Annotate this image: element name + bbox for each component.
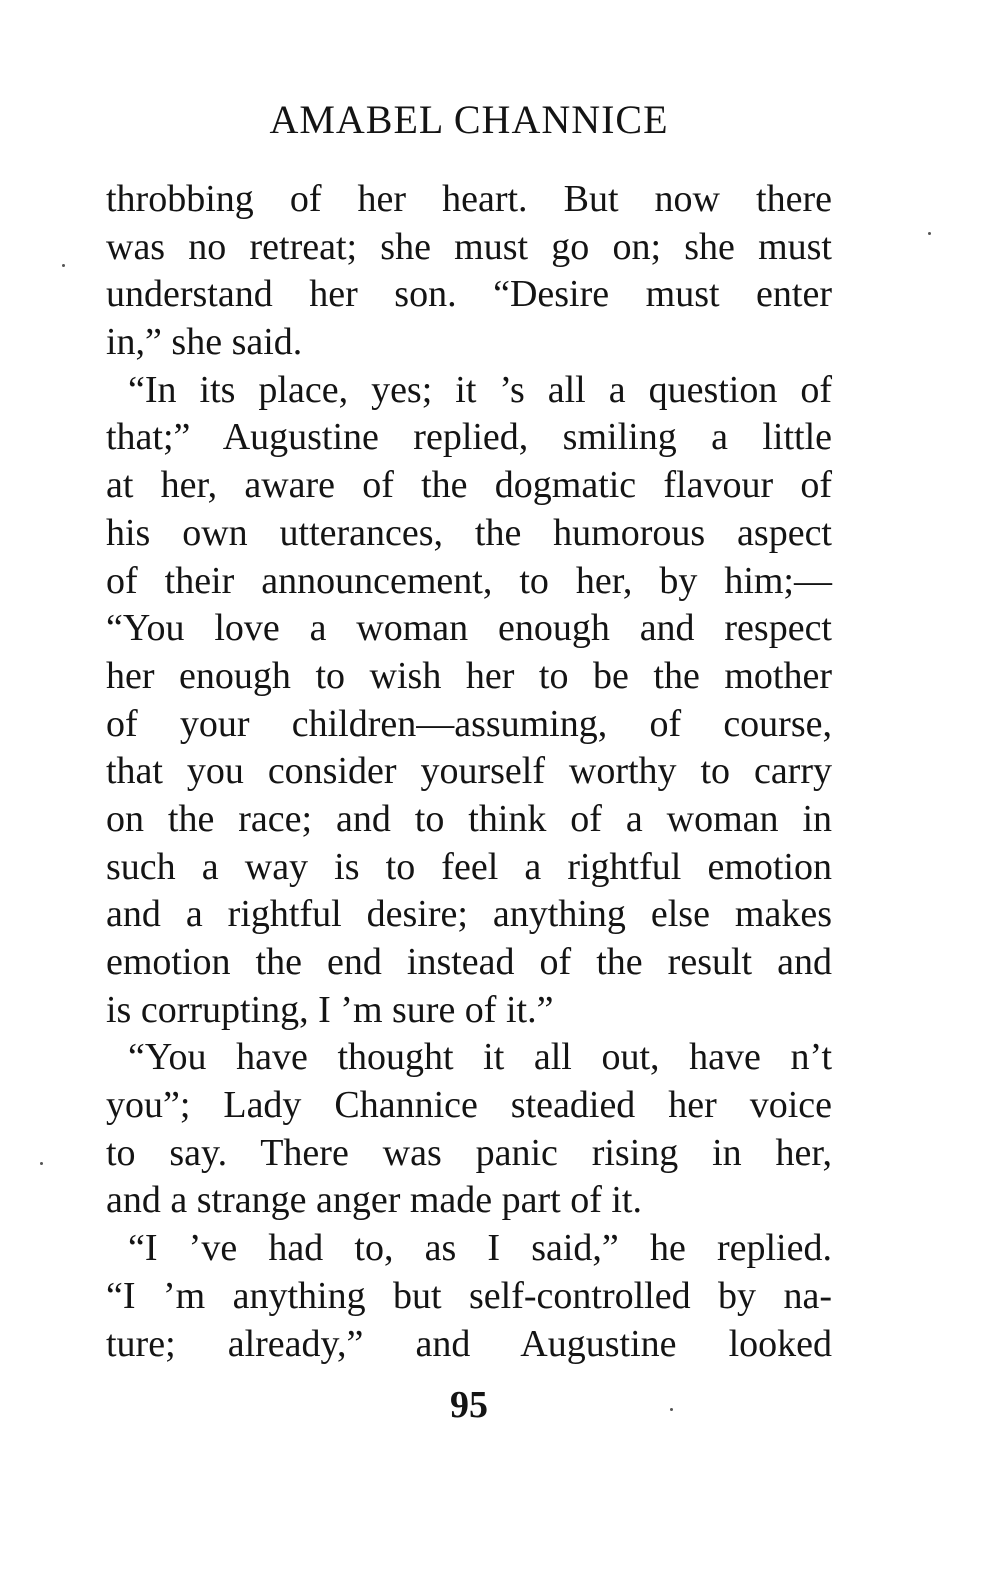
scan-speck [670,1408,673,1411]
text-line: such a way is to feel a rightful emotion [106,845,832,888]
scan-speck [40,1162,43,1165]
text-line: emotion the end instead of the result and [106,941,832,983]
text-line: his own utterances, the humorous aspect [106,511,832,554]
text-line: “You love a woman enough and respect [106,607,832,650]
body-text [106,176,832,1368]
scan-speck [62,264,65,267]
text-line: in,” she said. [106,321,303,364]
text-line: and a strange anger made part of it. [106,1179,642,1222]
text-line: of your children—assuming, of course, [106,702,832,745]
text-line: “In its place, yes; it ’s all a question of [128,368,832,411]
text-line: and a rightful desire; anything else makes [106,893,832,936]
page-number: 95 [450,1384,488,1426]
text-line: is corrupting, I ’m sure of it.” [106,988,554,1031]
scan-speck [928,232,931,235]
text-line: to say. There was panic rising in her, [106,1131,832,1174]
text-line: ture; already,” and Augustine looked [106,1322,832,1365]
text-line: on the race; and to think of a woman in [106,797,832,840]
text-line: “I ’m anything but self-controlled by na- [106,1274,832,1317]
running-title: AMABEL CHANNICE [269,97,669,142]
text-line: of their announcement, to her, by him;— [106,559,832,602]
text-line: her enough to wish her to be the mother [106,654,832,697]
text-line: “You have thought it all out, have n’t [128,1036,832,1079]
text-line: that;” Augustine replied, smiling a little [106,416,832,459]
text-line: that you consider yourself worthy to carry [106,750,832,793]
text-line: you”; Lady Channice steadied her voice [106,1084,832,1127]
text-line: understand her son. “Desire must enter [106,273,832,316]
text-line: was no retreat; she must go on; she must [106,225,832,268]
text-line: “I ’ve had to, as I said,” he replied. [128,1227,832,1270]
text-line: at her, aware of the dogmatic flavour of [106,464,832,507]
text-line: throbbing of her heart. But now there [106,178,832,220]
